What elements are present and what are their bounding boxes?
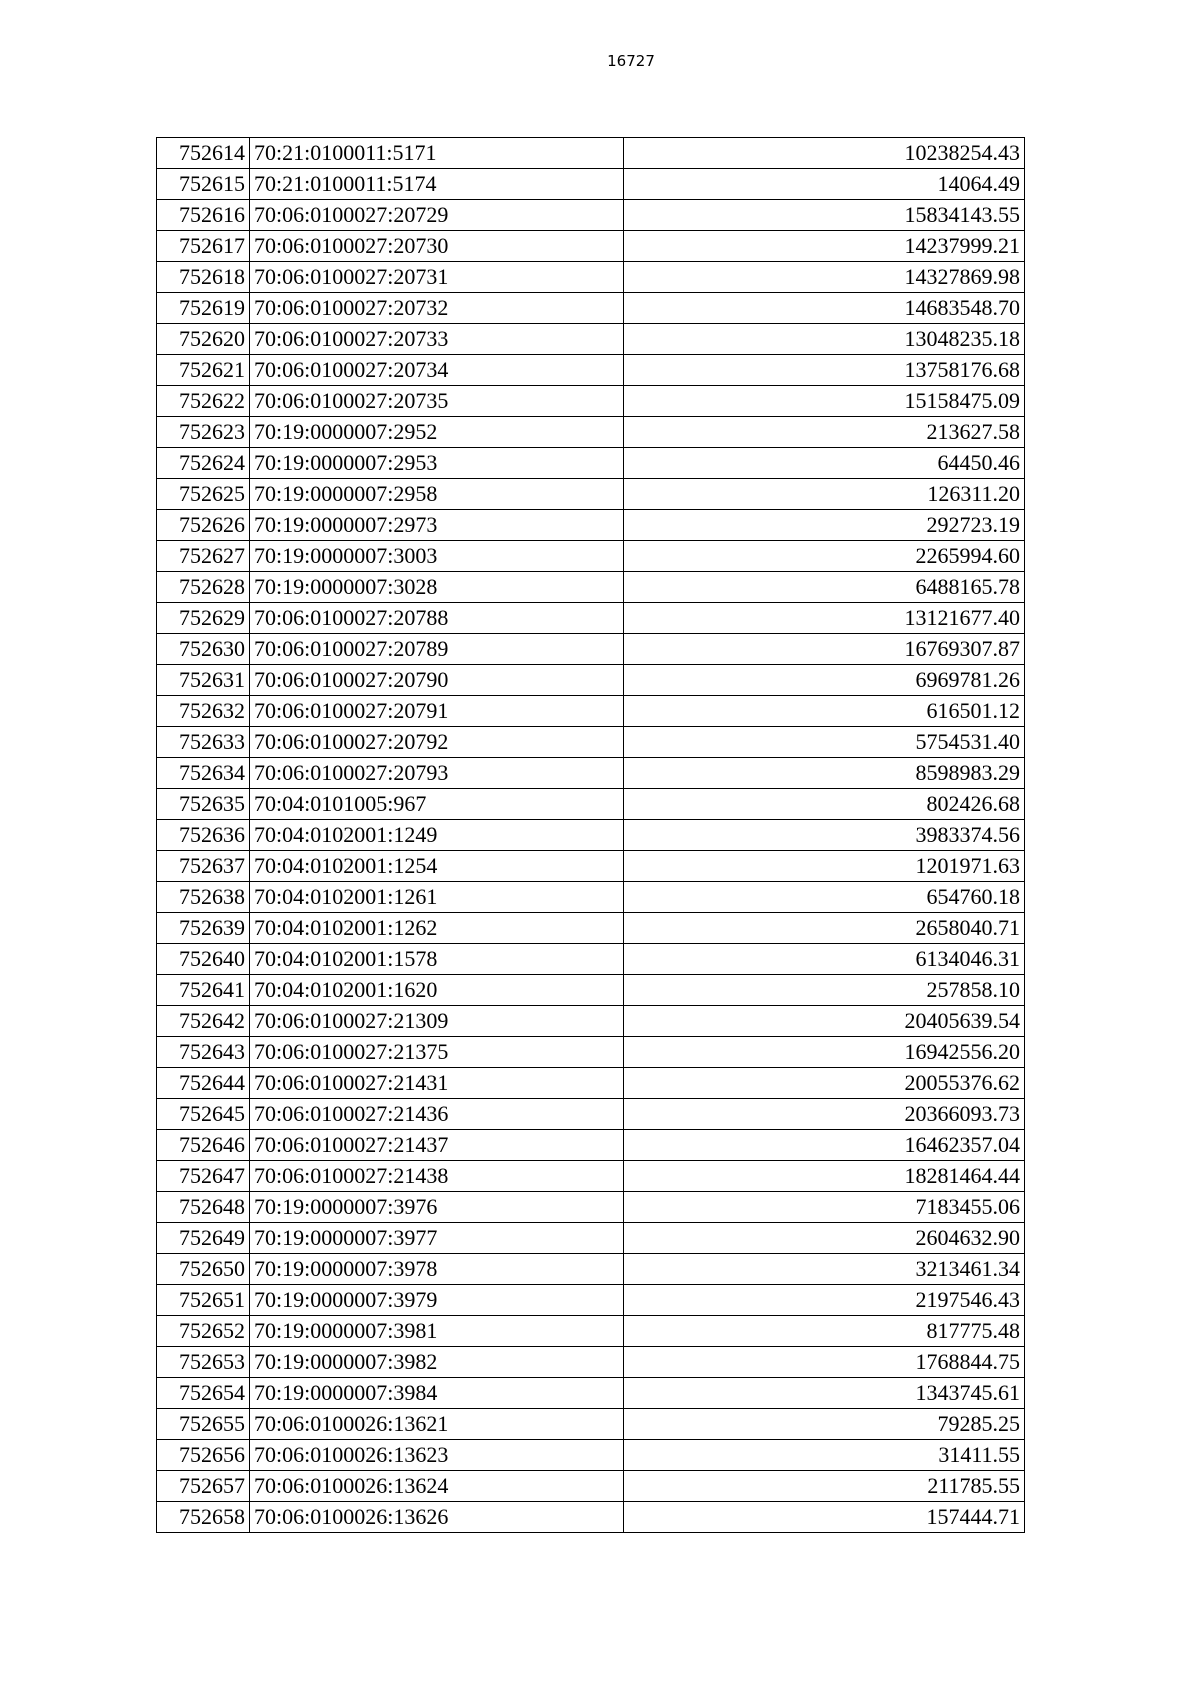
cadastral-value-cell: 1768844.75	[624, 1347, 1025, 1378]
cadastral-value-cell: 20366093.73	[624, 1099, 1025, 1130]
table-body	[157, 138, 1025, 1533]
row-id-cell: 752639	[157, 913, 250, 944]
table-row	[157, 758, 1025, 789]
row-id-cell: 752650	[157, 1254, 250, 1285]
table-row	[157, 1471, 1025, 1502]
cadastral-value-cell: 15158475.09	[624, 386, 1025, 417]
row-id-cell: 752656	[157, 1440, 250, 1471]
table-row	[157, 696, 1025, 727]
table-row	[157, 138, 1025, 169]
table-row	[157, 293, 1025, 324]
cadastral-value-cell: 5754531.40	[624, 727, 1025, 758]
row-id-cell: 752619	[157, 293, 250, 324]
cadastral-value-cell: 802426.68	[624, 789, 1025, 820]
row-id-cell: 752618	[157, 262, 250, 293]
table-row	[157, 1099, 1025, 1130]
cadastral-number-cell: 70:19:0000007:2952	[250, 417, 624, 448]
table-row	[157, 262, 1025, 293]
cadastral-number-cell: 70:06:0100027:20788	[250, 603, 624, 634]
cadastral-value-cell: 13048235.18	[624, 324, 1025, 355]
cadastral-number-cell: 70:04:0101005:967	[250, 789, 624, 820]
table-row	[157, 851, 1025, 882]
cadastral-value-cell: 1201971.63	[624, 851, 1025, 882]
cadastral-value-cell: 2604632.90	[624, 1223, 1025, 1254]
row-id-cell: 752624	[157, 448, 250, 479]
cadastral-number-cell: 70:06:0100027:20793	[250, 758, 624, 789]
table-row	[157, 1068, 1025, 1099]
row-id-cell: 752625	[157, 479, 250, 510]
cadastral-number-cell: 70:06:0100027:20731	[250, 262, 624, 293]
cadastral-value-cell: 14683548.70	[624, 293, 1025, 324]
table-row	[157, 479, 1025, 510]
row-id-cell: 752617	[157, 231, 250, 262]
row-id-cell: 752634	[157, 758, 250, 789]
table-row	[157, 603, 1025, 634]
cadastral-value-cell: 2265994.60	[624, 541, 1025, 572]
row-id-cell: 752644	[157, 1068, 250, 1099]
table-row	[157, 572, 1025, 603]
cadastral-number-cell: 70:06:0100026:13624	[250, 1471, 624, 1502]
row-id-cell: 752635	[157, 789, 250, 820]
row-id-cell: 752614	[157, 138, 250, 169]
row-id-cell: 752630	[157, 634, 250, 665]
table-row	[157, 634, 1025, 665]
cadastral-number-cell: 70:19:0000007:3028	[250, 572, 624, 603]
cadastral-number-cell: 70:06:0100027:20729	[250, 200, 624, 231]
cadastral-number-cell: 70:19:0000007:3977	[250, 1223, 624, 1254]
table-row	[157, 448, 1025, 479]
cadastral-number-cell: 70:06:0100027:20730	[250, 231, 624, 262]
cadastral-value-cell: 6488165.78	[624, 572, 1025, 603]
cadastral-value-cell: 10238254.43	[624, 138, 1025, 169]
row-id-cell: 752640	[157, 944, 250, 975]
table-row	[157, 1409, 1025, 1440]
table-row	[157, 355, 1025, 386]
row-id-cell: 752642	[157, 1006, 250, 1037]
row-id-cell: 752641	[157, 975, 250, 1006]
cadastral-value-cell: 16942556.20	[624, 1037, 1025, 1068]
cadastral-value-cell: 6969781.26	[624, 665, 1025, 696]
cadastral-value-cell: 64450.46	[624, 448, 1025, 479]
row-id-cell: 752646	[157, 1130, 250, 1161]
table-row	[157, 1347, 1025, 1378]
cadastral-number-cell: 70:19:0000007:2953	[250, 448, 624, 479]
row-id-cell: 752647	[157, 1161, 250, 1192]
cadastral-number-cell: 70:06:0100026:13626	[250, 1502, 624, 1533]
cadastral-number-cell: 70:06:0100027:20791	[250, 696, 624, 727]
cadastral-number-cell: 70:06:0100027:20790	[250, 665, 624, 696]
table-row	[157, 882, 1025, 913]
cadastral-number-cell: 70:06:0100027:20734	[250, 355, 624, 386]
cadastral-value-cell: 3213461.34	[624, 1254, 1025, 1285]
cadastral-value-cell: 20405639.54	[624, 1006, 1025, 1037]
table-row	[157, 1006, 1025, 1037]
table-row	[157, 200, 1025, 231]
row-id-cell: 752652	[157, 1316, 250, 1347]
cadastral-number-cell: 70:06:0100027:21431	[250, 1068, 624, 1099]
table-row	[157, 324, 1025, 355]
cadastral-value-cell: 817775.48	[624, 1316, 1025, 1347]
page-number: 16727	[607, 52, 655, 70]
row-id-cell: 752615	[157, 169, 250, 200]
table-row	[157, 975, 1025, 1006]
table-row	[157, 1192, 1025, 1223]
cadastral-number-cell: 70:19:0000007:3982	[250, 1347, 624, 1378]
table-row	[157, 1502, 1025, 1533]
cadastral-number-cell: 70:19:0000007:3981	[250, 1316, 624, 1347]
row-id-cell: 752631	[157, 665, 250, 696]
cadastral-value-cell: 13758176.68	[624, 355, 1025, 386]
table-row	[157, 820, 1025, 851]
cadastral-value-cell: 14237999.21	[624, 231, 1025, 262]
cadastral-value-cell: 257858.10	[624, 975, 1025, 1006]
table-row	[157, 665, 1025, 696]
row-id-cell: 752636	[157, 820, 250, 851]
row-id-cell: 752638	[157, 882, 250, 913]
table-row	[157, 1285, 1025, 1316]
cadastral-value-cell: 654760.18	[624, 882, 1025, 913]
cadastral-number-cell: 70:06:0100027:20789	[250, 634, 624, 665]
cadastral-number-cell: 70:06:0100027:20792	[250, 727, 624, 758]
cadastral-number-cell: 70:19:0000007:3003	[250, 541, 624, 572]
table-row	[157, 1223, 1025, 1254]
cadastral-value-cell: 211785.55	[624, 1471, 1025, 1502]
row-id-cell: 752623	[157, 417, 250, 448]
cadastral-value-cell: 2658040.71	[624, 913, 1025, 944]
cadastral-number-cell: 70:06:0100026:13621	[250, 1409, 624, 1440]
row-id-cell: 752616	[157, 200, 250, 231]
cadastral-number-cell: 70:06:0100027:20733	[250, 324, 624, 355]
table-row	[157, 944, 1025, 975]
row-id-cell: 752643	[157, 1037, 250, 1068]
cadastral-number-cell: 70:19:0000007:3984	[250, 1378, 624, 1409]
cadastral-value-cell: 16769307.87	[624, 634, 1025, 665]
cadastral-number-cell: 70:21:0100011:5174	[250, 169, 624, 200]
row-id-cell: 752648	[157, 1192, 250, 1223]
cadastral-number-cell: 70:06:0100027:21375	[250, 1037, 624, 1068]
table-row	[157, 727, 1025, 758]
cadastral-number-cell: 70:04:0102001:1578	[250, 944, 624, 975]
row-id-cell: 752654	[157, 1378, 250, 1409]
cadastral-value-cell: 6134046.31	[624, 944, 1025, 975]
cadastral-value-cell: 292723.19	[624, 510, 1025, 541]
table-row	[157, 1130, 1025, 1161]
cadastral-value-cell: 3983374.56	[624, 820, 1025, 851]
cadastral-value-table	[156, 137, 1025, 1533]
table-row	[157, 386, 1025, 417]
cadastral-number-cell: 70:06:0100027:20732	[250, 293, 624, 324]
cadastral-number-cell: 70:04:0102001:1262	[250, 913, 624, 944]
cadastral-number-cell: 70:06:0100027:21438	[250, 1161, 624, 1192]
table-row	[157, 1161, 1025, 1192]
row-id-cell: 752658	[157, 1502, 250, 1533]
cadastral-number-cell: 70:04:0102001:1254	[250, 851, 624, 882]
cadastral-number-cell: 70:06:0100027:21437	[250, 1130, 624, 1161]
row-id-cell: 752628	[157, 572, 250, 603]
cadastral-value-cell: 15834143.55	[624, 200, 1025, 231]
cadastral-number-cell: 70:19:0000007:2958	[250, 479, 624, 510]
table-row	[157, 169, 1025, 200]
cadastral-value-cell: 13121677.40	[624, 603, 1025, 634]
row-id-cell: 752621	[157, 355, 250, 386]
cadastral-value-cell: 126311.20	[624, 479, 1025, 510]
table-row	[157, 1440, 1025, 1471]
cadastral-value-cell: 14327869.98	[624, 262, 1025, 293]
table-row	[157, 541, 1025, 572]
row-id-cell: 752629	[157, 603, 250, 634]
table-row	[157, 1316, 1025, 1347]
cadastral-number-cell: 70:21:0100011:5171	[250, 138, 624, 169]
cadastral-value-cell: 7183455.06	[624, 1192, 1025, 1223]
cadastral-value-cell: 157444.71	[624, 1502, 1025, 1533]
cadastral-number-cell: 70:04:0102001:1261	[250, 882, 624, 913]
cadastral-value-cell: 79285.25	[624, 1409, 1025, 1440]
table-row	[157, 231, 1025, 262]
cadastral-number-cell: 70:06:0100027:21309	[250, 1006, 624, 1037]
cadastral-number-cell: 70:06:0100027:20735	[250, 386, 624, 417]
cadastral-value-cell: 16462357.04	[624, 1130, 1025, 1161]
row-id-cell: 752655	[157, 1409, 250, 1440]
cadastral-value-cell: 616501.12	[624, 696, 1025, 727]
table-row	[157, 913, 1025, 944]
row-id-cell: 752622	[157, 386, 250, 417]
cadastral-number-cell: 70:04:0102001:1249	[250, 820, 624, 851]
table-row	[157, 510, 1025, 541]
row-id-cell: 752645	[157, 1099, 250, 1130]
cadastral-number-cell: 70:19:0000007:3979	[250, 1285, 624, 1316]
table-row	[157, 789, 1025, 820]
cadastral-value-cell: 8598983.29	[624, 758, 1025, 789]
table-row	[157, 1037, 1025, 1068]
row-id-cell: 752651	[157, 1285, 250, 1316]
cadastral-value-cell: 20055376.62	[624, 1068, 1025, 1099]
cadastral-value-cell: 14064.49	[624, 169, 1025, 200]
cadastral-number-cell: 70:06:0100027:21436	[250, 1099, 624, 1130]
row-id-cell: 752637	[157, 851, 250, 882]
cadastral-number-cell: 70:19:0000007:3978	[250, 1254, 624, 1285]
row-id-cell: 752657	[157, 1471, 250, 1502]
table-row	[157, 1378, 1025, 1409]
cadastral-value-cell: 18281464.44	[624, 1161, 1025, 1192]
row-id-cell: 752620	[157, 324, 250, 355]
table-row	[157, 417, 1025, 448]
row-id-cell: 752626	[157, 510, 250, 541]
cadastral-number-cell: 70:19:0000007:3976	[250, 1192, 624, 1223]
row-id-cell: 752633	[157, 727, 250, 758]
cadastral-number-cell: 70:06:0100026:13623	[250, 1440, 624, 1471]
cadastral-number-cell: 70:04:0102001:1620	[250, 975, 624, 1006]
cadastral-value-cell: 213627.58	[624, 417, 1025, 448]
row-id-cell: 752649	[157, 1223, 250, 1254]
cadastral-value-cell: 2197546.43	[624, 1285, 1025, 1316]
cadastral-value-cell: 1343745.61	[624, 1378, 1025, 1409]
row-id-cell: 752627	[157, 541, 250, 572]
cadastral-number-cell: 70:19:0000007:2973	[250, 510, 624, 541]
cadastral-value-cell: 31411.55	[624, 1440, 1025, 1471]
table-row	[157, 1254, 1025, 1285]
row-id-cell: 752653	[157, 1347, 250, 1378]
row-id-cell: 752632	[157, 696, 250, 727]
